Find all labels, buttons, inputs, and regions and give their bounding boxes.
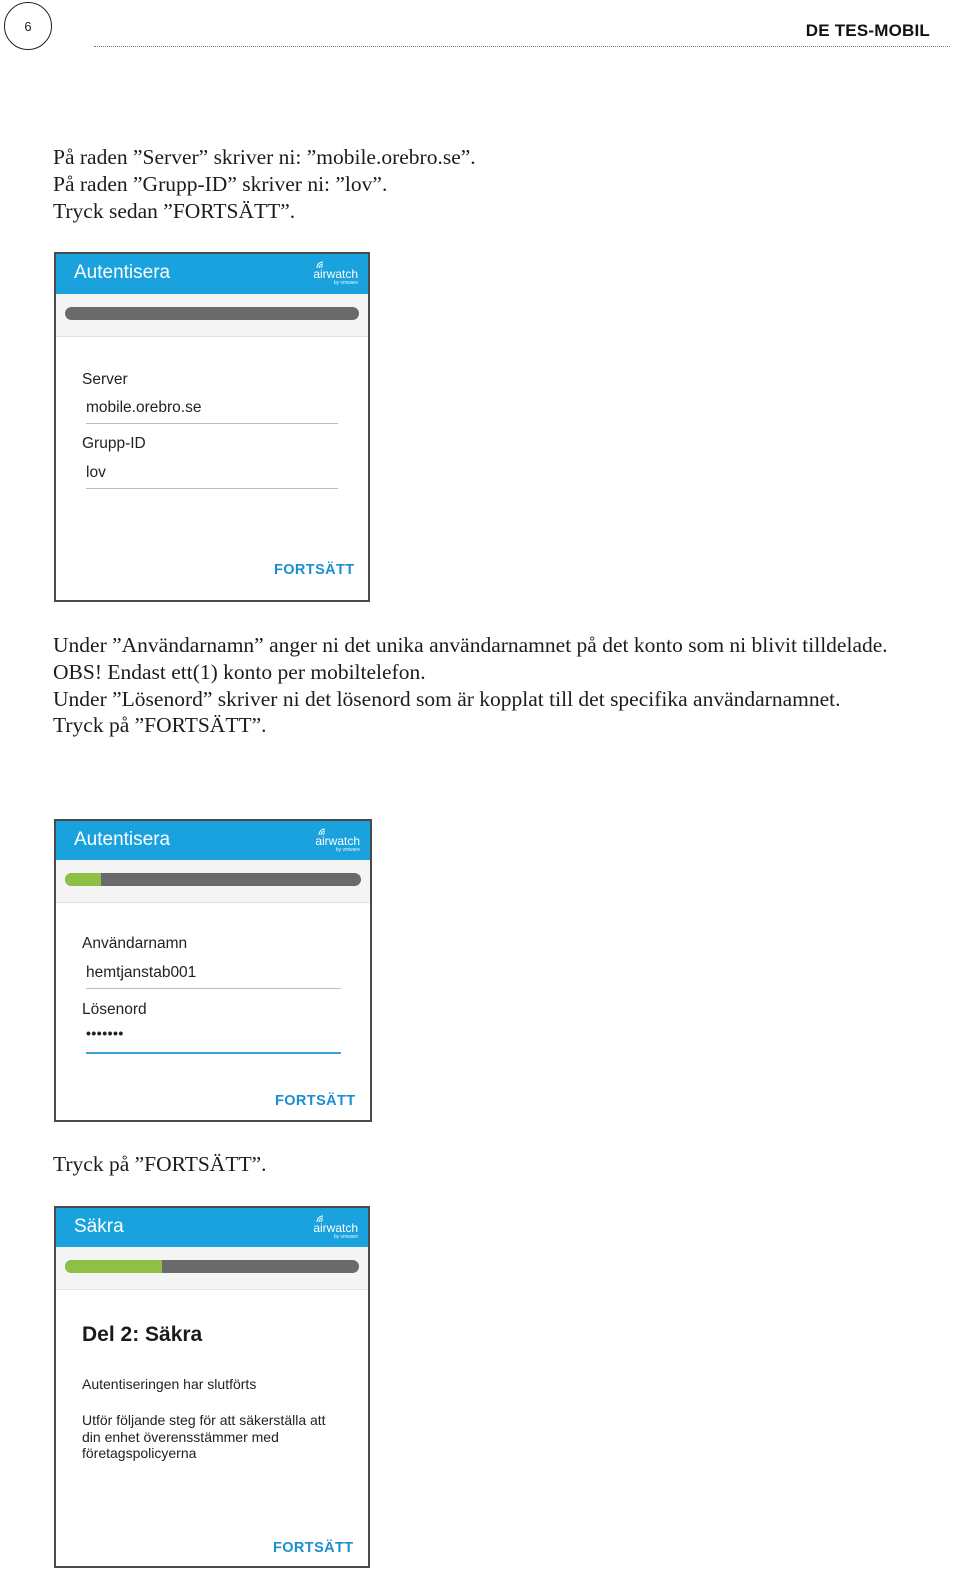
progress-bar [65,873,361,886]
group-id-input-underline [86,488,338,489]
progress-area [56,860,370,903]
group-id-input[interactable]: lov [86,464,106,481]
progress-bar [65,1260,359,1273]
group-id-label: Grupp-ID [82,435,146,452]
instruction-line: OBS! Endast ett(1) konto per mobiltelefon. [53,659,426,684]
app-header-bar [56,1208,368,1247]
instruction-line: På raden ”Grupp-ID” skriver ni: ”lov”. [53,171,388,196]
instruction-line: Under ”Användarnamn” anger ni det unika användarnamnet på det konto som ni blivit tilldelade. [53,633,888,657]
airwatch-logo: airwatch by vmware [315,829,360,853]
progress-fill [65,1260,162,1273]
username-input[interactable]: hemtjanstab001 [86,964,197,981]
server-input-underline [86,423,338,424]
instruction-line: På raden ”Server” skriver ni: ”mobile.orebro.se”. [53,145,476,169]
instruction-line: Tryck sedan ”FORTSÄTT”. [53,198,296,223]
instruction-line: Tryck på ”FORTSÄTT”. [53,1152,267,1176]
intro-instructions [53,144,913,224]
progress-area [56,1247,368,1290]
progress-fill [65,873,101,886]
continue-button[interactable]: FORTSÄTT [273,1540,354,1556]
screenshot-login [54,819,372,1122]
instruction-line: Tryck på ”FORTSÄTT”. [53,713,267,738]
screen-title: Autentisera [74,262,171,283]
server-input[interactable]: mobile.orebro.se [86,399,202,416]
screen-title: Autentisera [74,829,171,850]
app-header-bar [56,254,368,294]
page-number-badge: 6 [4,2,52,50]
final-instruction [53,1151,913,1178]
instruction-line: Under ”Lösenord” skriver ni det lösenord som är kopplat till det specifika användarnamnet. [53,686,841,711]
continue-button[interactable]: FORTSÄTT [274,562,355,578]
wifi-arcs-icon [315,1213,331,1223]
wifi-arcs-icon [317,826,333,836]
description-text: Utför följande steg för att säkerställa att din enhet överensstämmer med företagspolicyerna [82,1412,326,1462]
password-input[interactable]: ••••••• [86,1025,124,1041]
wifi-arcs-icon [315,259,331,269]
continue-button[interactable]: FORTSÄTT [275,1093,356,1109]
airwatch-logo: airwatch by vmware [313,262,358,286]
airwatch-logo: airwatch by vmware [313,1216,358,1240]
username-label: Användarnamn [82,935,188,952]
screen-title: Säkra [74,1216,124,1237]
document-header-title: DE TES-MOBIL [805,21,930,40]
server-label: Server [82,371,128,388]
header-divider [94,46,950,47]
screenshot-server-setup [54,252,370,602]
section-heading: Del 2: Säkra [82,1323,203,1346]
progress-bar [65,307,359,320]
password-label: Lösenord [82,1001,147,1018]
username-input-underline [86,988,341,989]
screenshot-secure [54,1206,370,1568]
password-input-underline [86,1052,341,1054]
credentials-instructions [53,632,913,739]
status-message: Autentiseringen har slutförts [82,1376,257,1392]
app-header-bar [56,821,370,860]
progress-area [56,294,368,337]
